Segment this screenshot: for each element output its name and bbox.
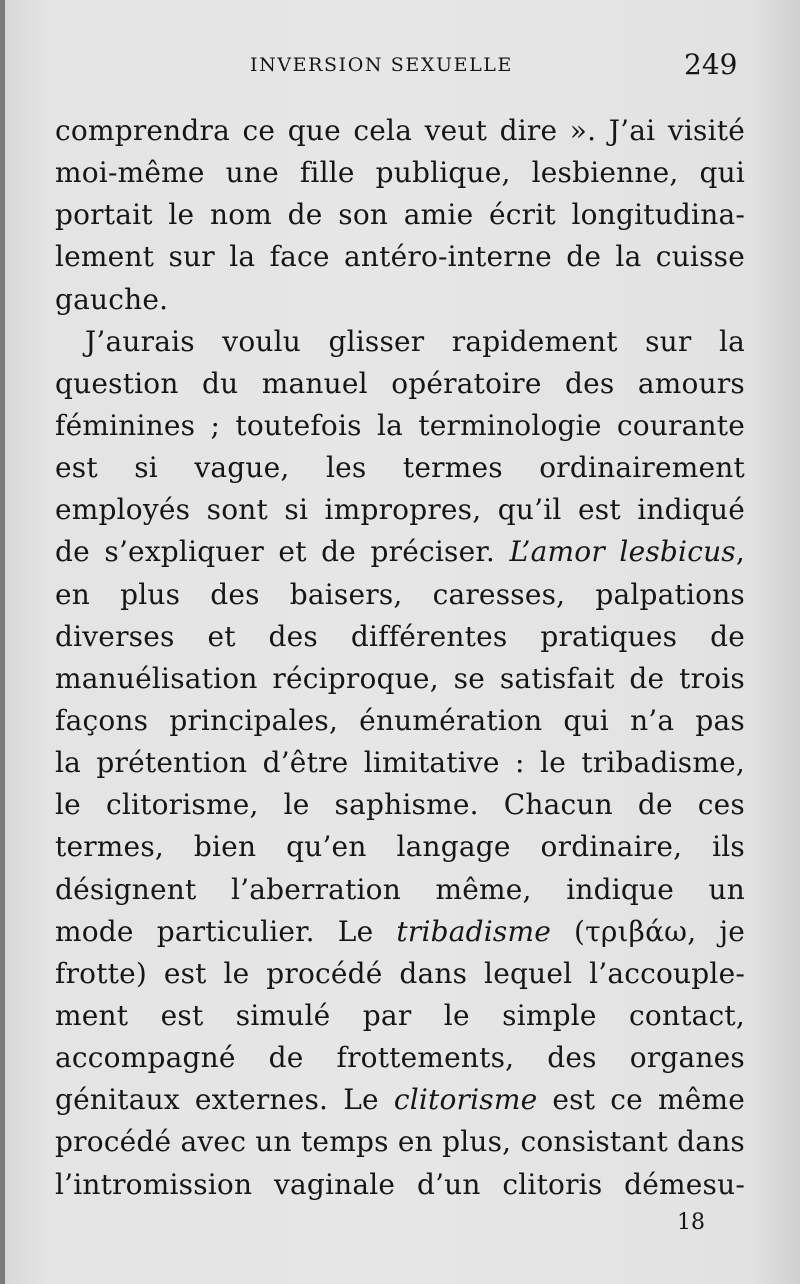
text-line [55, 1164, 745, 1206]
text-segment: façons principales, énumération qui n’a pas [55, 703, 745, 737]
text-segment: , [735, 535, 745, 569]
text-line [55, 531, 745, 573]
italic-term: tribadisme [396, 914, 551, 948]
text-segment: lement sur la face antéro-interne de la cuisse [55, 240, 745, 274]
text-segment: portait le nom de son amie écrit longitudina- [55, 198, 745, 232]
text-segment: désignent l’aberration même, indique un [55, 872, 745, 906]
text-line [55, 489, 745, 531]
text-segment: procédé avec un temps en plus, consistant dans [55, 1125, 745, 1159]
text-segment: termes, bien qu’en langage ordinaire, ils [55, 830, 745, 864]
text-line [55, 110, 745, 152]
text-line [55, 1121, 745, 1163]
text-line [55, 658, 745, 700]
text-segment: comprendra ce que cela veut dire ». J’ai visité [55, 114, 745, 147]
text-segment: est si vague, les termes ordinairement [55, 451, 745, 485]
text-line [55, 574, 745, 616]
text-segment: de s’expliquer et de préciser. [55, 535, 510, 569]
text-line [55, 447, 745, 489]
text-line [55, 953, 745, 995]
text-line [55, 911, 745, 953]
running-title: INVERSION SEXUELLE [250, 54, 513, 76]
text-segment: l’intromission vaginale d’un clitoris démesu- [55, 1167, 745, 1201]
text-line [55, 700, 745, 742]
text-line [55, 194, 745, 236]
text-line [55, 784, 745, 826]
text-segment: génitaux externes. Le [55, 1083, 394, 1117]
text-segment: mode particulier. Le [55, 914, 397, 948]
text-line [55, 995, 745, 1037]
text-line [55, 236, 745, 278]
body-text [55, 110, 745, 1206]
text-line [55, 279, 745, 321]
text-segment: moi-même une fille publique, lesbienne, qui [55, 156, 745, 190]
page-number: 249 [684, 48, 738, 81]
text-segment: accompagné de frottements, des organes [55, 1041, 745, 1075]
text-segment: question du manuel opératoire des amours [55, 366, 745, 400]
text-line [55, 1079, 745, 1121]
text-line [55, 1037, 745, 1079]
italic-term: L’amor lesbicus [509, 535, 736, 569]
text-segment: (τριβάω, je [550, 914, 745, 948]
text-line [55, 616, 745, 658]
text-line [55, 826, 745, 868]
text-segment: J’aurais voulu glisser rapidement sur la [85, 324, 745, 358]
text-segment: féminines ; toutefois la terminologie courante [55, 408, 745, 442]
text-segment: ment est simulé par le simple contact, [55, 998, 745, 1032]
text-segment: employés sont si impropres, qu’il est indiqué [55, 493, 745, 527]
text-segment: manuélisation réciproque, se satisfait de trois [55, 661, 745, 695]
text-segment: gauche. [55, 282, 169, 316]
text-line [55, 869, 745, 911]
text-line [55, 363, 745, 405]
text-segment: est ce même [537, 1083, 745, 1117]
text-segment: en plus des baisers, caresses, palpations [55, 577, 745, 611]
text-segment: la prétention d’être limitative : le tribadisme, [55, 746, 745, 780]
text-segment: frotte) est le procédé dans lequel l’accouple- [55, 956, 745, 990]
text-segment: diverses et des différentes pratiques de [55, 619, 745, 653]
signature-mark: 18 [677, 1210, 705, 1235]
text-line [55, 742, 745, 784]
text-line [55, 321, 745, 363]
running-head [0, 48, 800, 88]
text-line [55, 152, 745, 194]
text-line [55, 405, 745, 447]
italic-term: clitorisme [393, 1083, 538, 1117]
text-segment: le clitorisme, le saphisme. Chacun de ces [55, 788, 745, 822]
